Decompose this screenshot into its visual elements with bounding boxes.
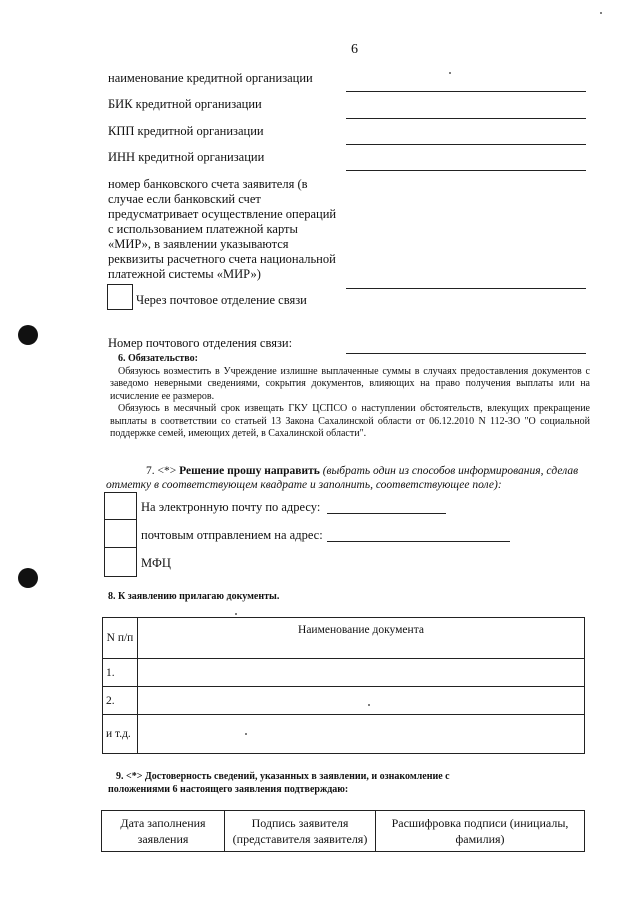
date-column-header: Дата заполнения заявления: [102, 811, 225, 852]
account-label-line: платежной системы «МИР»): [108, 267, 261, 281]
account-label-line: номер банковского счета заявителя (в: [108, 177, 308, 191]
email-address-field[interactable]: [327, 513, 446, 514]
punch-hole: [18, 568, 38, 588]
section-9-title-line: 9. <*> Достоверность сведений, указанных в заявлении, и ознакомление с: [116, 771, 450, 782]
scan-speck: [449, 72, 451, 74]
scan-speck: [245, 733, 247, 735]
document-name-cell[interactable]: [138, 715, 585, 754]
row-number: 1.: [103, 659, 138, 687]
account-label-line: с использованием платежной карты: [108, 222, 298, 236]
account-label-line: предусматривает осуществление операций: [108, 207, 337, 221]
scan-speck: [235, 613, 237, 615]
kpp-label: КПП кредитной организации: [108, 124, 264, 138]
table-header-row: [103, 618, 585, 659]
punch-hole: [18, 325, 38, 345]
section-6-paragraph: Обязуюсь возместить в Учреждение излишне выплаченные суммы в случаях предоставления документов с заведомо неверными сведениями, сокрытия документов, влияющих на право получения выплаты или на исчисление ее размеров.: [110, 365, 590, 402]
section-6-title: 6. Обязательство:: [118, 353, 198, 364]
signature-table: [101, 810, 585, 852]
post-office-number-label: Номер почтового отделения связи:: [108, 336, 293, 350]
document-name-cell[interactable]: [138, 659, 585, 687]
col-num-header: N п/п: [103, 618, 138, 659]
section-6-paragraph: Обязуюсь в месячный срок извещать ГКУ ЦСПСО о наступлении обстоятельств, влекущих прекращение выплаты в соответствии со статьей 13 Закона Сахалинской области от 06.12.2010 N 112-ЗО "О социальной поддержке семей, имеющих детей, в Сахалинской области".: [110, 403, 590, 439]
section-8-title: 8. К заявлению прилагаю документы.: [108, 591, 280, 602]
section-7-instruction: (выбрать один из способов информирования, сделав отметку в соответствующем квадрате и заполнить, соответствующее поле):: [106, 465, 579, 491]
kpp-field[interactable]: [346, 144, 586, 145]
post-office-checkbox[interactable]: [107, 284, 133, 310]
section-7-title: Решение прошу направить: [179, 465, 320, 477]
section-9-title: [108, 771, 578, 796]
inn-label: ИНН кредитной организации: [108, 150, 265, 164]
page-number: 6: [351, 42, 358, 57]
account-label-line: случае если банковский счет: [108, 192, 261, 206]
account-label-line: реквизиты расчетного счета национальной: [108, 252, 336, 266]
table-row: [103, 715, 585, 754]
col-name-header: Наименование документа: [138, 618, 585, 659]
mfc-option-checkbox[interactable]: [104, 547, 137, 577]
table-row: [103, 687, 585, 715]
table-row: [103, 659, 585, 687]
bik-field[interactable]: [346, 118, 586, 119]
scan-speck: [600, 12, 602, 14]
document-name-cell[interactable]: [138, 687, 585, 715]
account-label: [108, 177, 348, 282]
signature-header-row: [102, 811, 585, 852]
row-number: и т.д.: [103, 715, 138, 754]
bank-name-field[interactable]: [346, 91, 586, 92]
post-office-option-label: Через почтовое отделение связи: [136, 293, 307, 307]
bank-name-label: наименование кредитной организации: [108, 71, 313, 85]
row-number: 2.: [103, 687, 138, 715]
signature-column-header: Подпись заявителя (представителя заявителя): [225, 811, 376, 852]
section-6: [110, 353, 590, 441]
account-label-line: «МИР», в заявлении указываются: [108, 237, 289, 251]
mail-address-field[interactable]: [327, 541, 510, 542]
email-option-checkbox[interactable]: [104, 492, 137, 521]
mfc-option-label: МФЦ: [141, 556, 171, 570]
documents-table: [102, 617, 585, 754]
bik-label: БИК кредитной организации: [108, 97, 262, 111]
account-number-field[interactable]: [346, 288, 586, 289]
scan-speck: [368, 704, 370, 706]
mail-option-checkbox[interactable]: [104, 519, 137, 549]
section-7-heading: [106, 464, 592, 492]
signature-decoding-column-header: Расшифровка подписи (инициалы, фамилия): [376, 811, 585, 852]
section-9-title-line: положениями 6 настоящего заявления подтверждаю:: [108, 783, 349, 795]
inn-field[interactable]: [346, 170, 586, 171]
section-7-number: 7. <*>: [146, 465, 177, 477]
email-option-label: На электронную почту по адресу:: [141, 500, 321, 514]
mail-option-label: почтовым отправлением на адрес:: [141, 528, 323, 542]
